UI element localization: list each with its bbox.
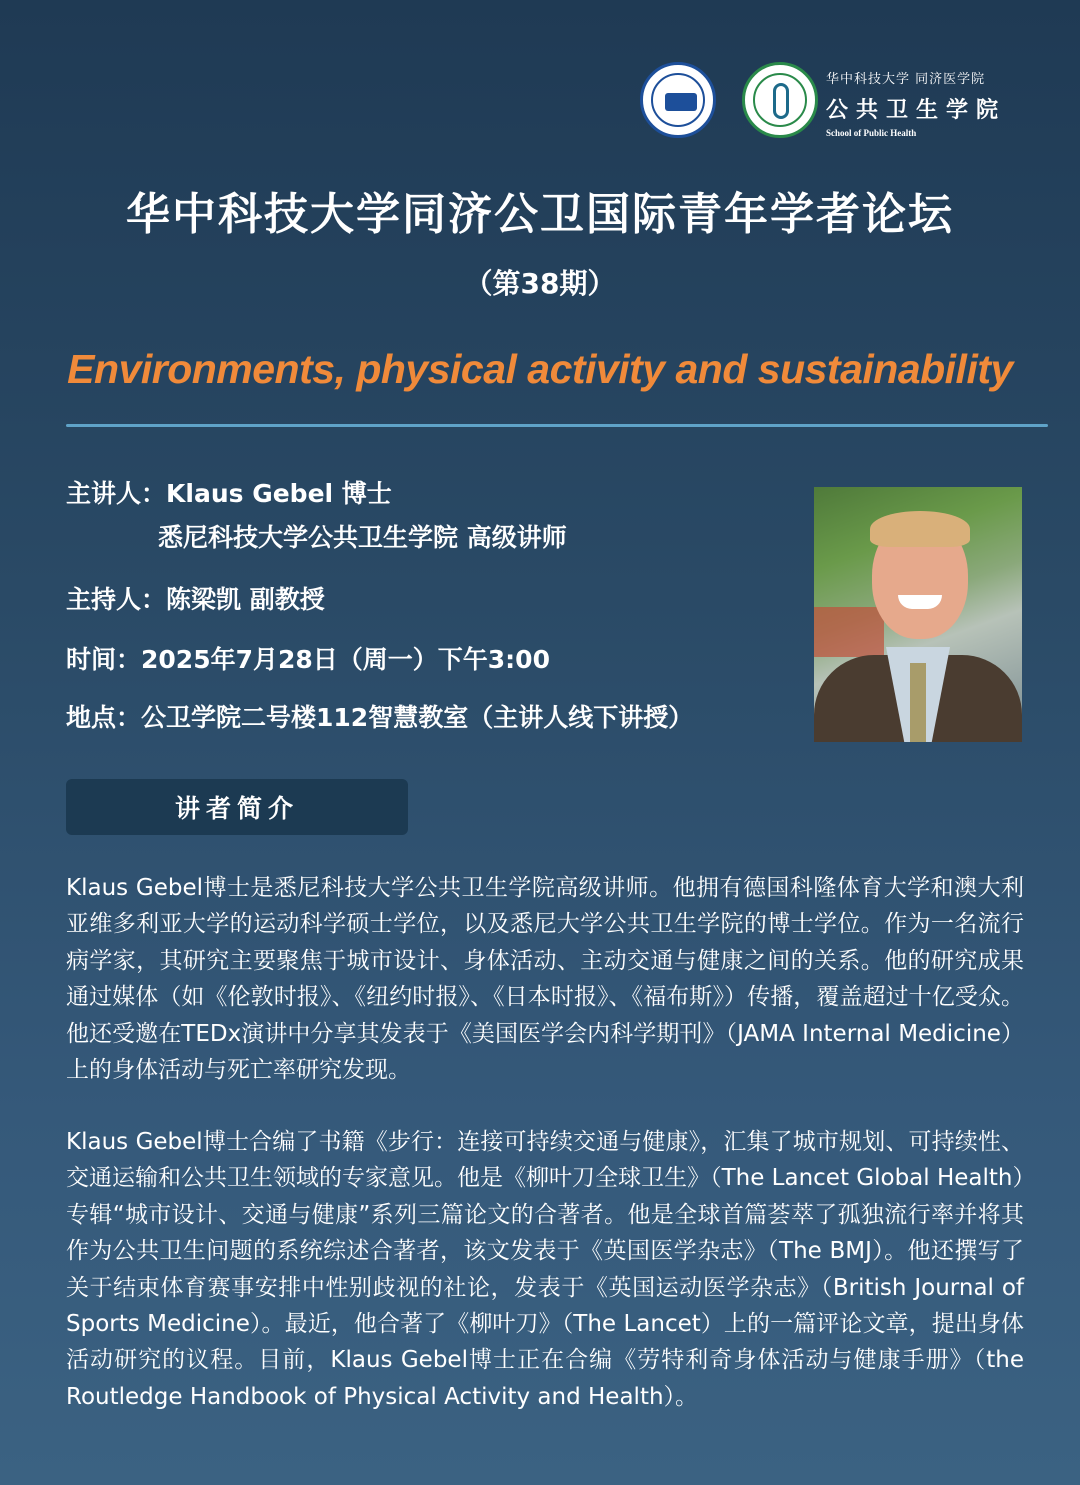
speaker-affiliation: 悉尼科技大学公共卫生学院 高级讲师 (158, 523, 567, 552)
bio-paragraph-1: Klaus Gebel博士是悉尼科技大学公共卫生学院高级讲师。他拥有德国科隆体育大学和澳大利亚维多利亚大学的运动科学硕士学位，以及悉尼大学公共卫生学院的博士学位。作为一名流行病学家，其研究主要聚焦于城市设计、身体活动、主动交通与健康之间的关系。他的研究成果通过媒体（如《伦敦时报》、《纽约时报》、《日本时报》、《福布斯》）传播，覆盖超过十亿受众。他还受邀在TEDx演讲中分享其发表于《美国医学会内科学期刊》（JAMA Internal Medicine）上的身体活动与死亡率研究发现。 (66, 875, 1024, 1084)
host-label: 主持人： (66, 585, 167, 614)
school-name-line2: 公共卫生学院 (826, 97, 1007, 123)
time-label: 时间： (66, 645, 142, 674)
place-row (66, 698, 693, 734)
divider-line (66, 424, 1048, 427)
speaker-name: Klaus Gebel 博士 (166, 479, 392, 508)
host-row (66, 580, 325, 616)
bio-paragraph-2: Klaus Gebel博士合编了书籍《步行：连接可持续交通与健康》，汇集了城市规划、可持续性、交通运输和公共卫生领域的专家意见。他是《柳叶刀全球卫生》（The Lancet Global Health）专辑“城市设计、交通与健康”系列三篇论文的合著者。他是全球首篇荟萃了孤独流行率并将其作为公共卫生问题的系统综述合著者，该文发表于《英国医学杂志》（The BMJ）。他还撰写了关于结束体育赛事安排中性别歧视的社论，发表于《英国运动医学杂志》（British Journal of Sports Medicine）。最近，他合著了《柳叶刀》（The Lancet）上的一篇评论文章，提出身体活动研究的议程。目前，Klaus Gebel博士正在合编《劳特利奇身体活动与健康手册》（the Routledge Handbook of Physical Activity and Health）。 (66, 1129, 1024, 1410)
forum-title: 华中科技大学同济公卫国际青年学者论坛 (126, 189, 954, 240)
speaker-label: 主讲人： (66, 479, 167, 508)
talk-title: Environments, physical activity and sustainability (67, 346, 1013, 392)
school-name-english: School of Public Health (826, 128, 917, 138)
logo-group (640, 62, 1010, 142)
place-value: 公卫学院二号楼112智慧教室（主讲人线下讲授） (141, 703, 694, 732)
school-name-line1: 华中科技大学 同济医学院 (826, 72, 986, 87)
tongji-medical-college-seal (742, 62, 818, 138)
photo-background-detail (814, 607, 884, 657)
hust-university-seal (640, 62, 716, 138)
school-name-block (826, 68, 1006, 138)
time-value: 2025年7月28日（周一）下午3:00 (141, 645, 550, 674)
time-row (66, 640, 550, 676)
host-name: 陈梁凯 副教授 (166, 585, 325, 614)
issue-number: （第38期） (464, 267, 616, 300)
speaker-row (66, 474, 392, 510)
speaker-photo (814, 487, 1022, 742)
place-label: 地点： (66, 703, 142, 732)
bio-section-heading: 讲者简介 (66, 779, 408, 835)
photo-hair (870, 511, 970, 547)
photo-tie (910, 663, 926, 742)
